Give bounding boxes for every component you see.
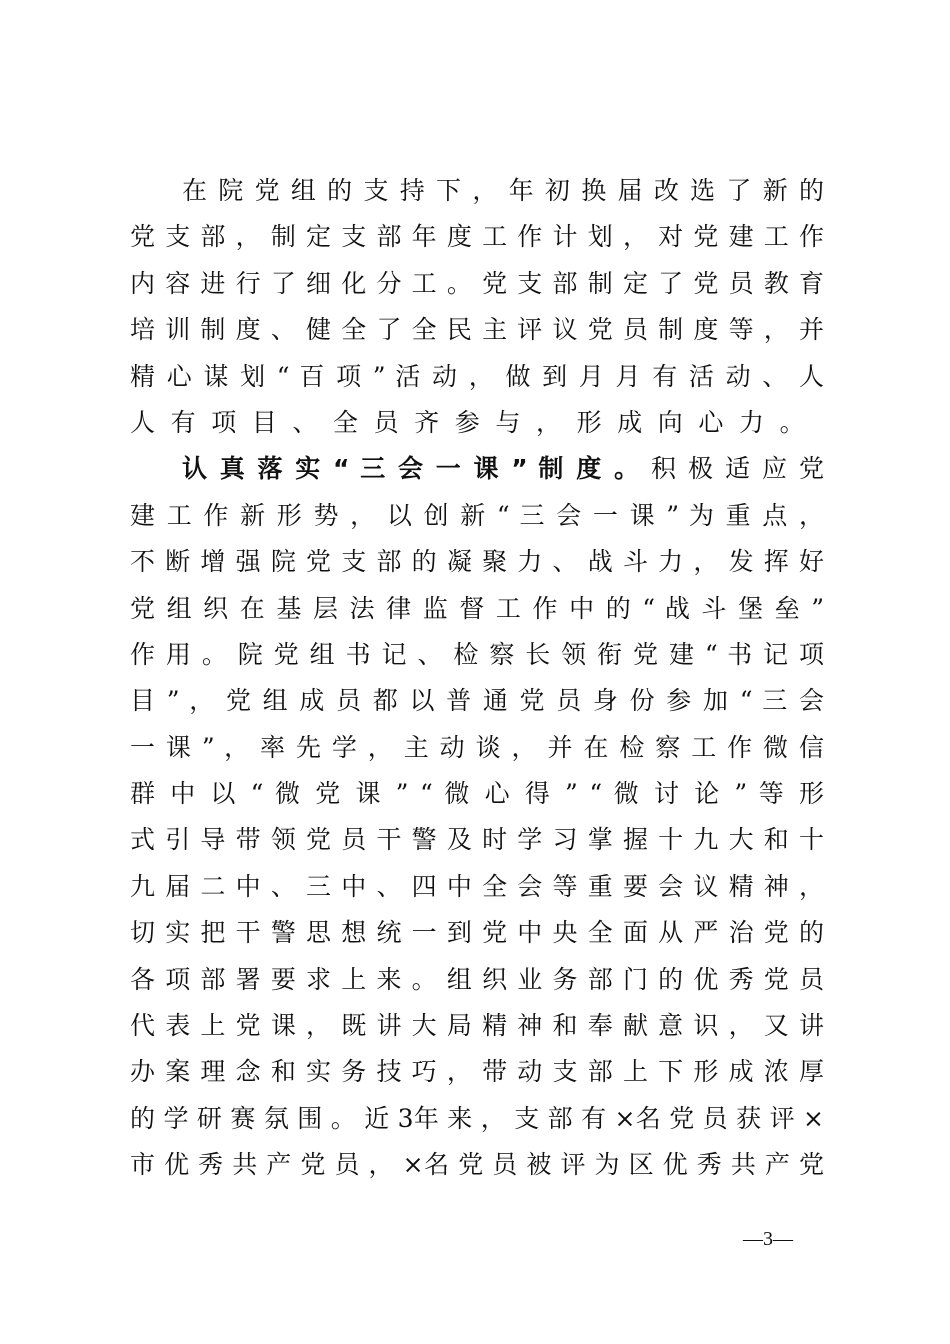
paragraph-2-line-4: 党 组 织 在 基 层 法 律 监 督 工 作 中 的 “ 战 斗 堡 垒 ”: [130, 593, 824, 623]
paragraph-2-first-line-rest: 积 极 适 应 党: [641, 454, 824, 484]
paragraph-2-line-11: 切 实 把 干 警 思 想 统 一 到 党 中 央 全 面 从 严 治 党 的: [130, 918, 824, 948]
paragraph-2-line-14: 办 案 理 念 和 实 务 技 巧 ， 带 动 支 部 上 下 形 成 浓 厚: [130, 1057, 824, 1087]
paragraph-2-line-9: 式 引 导 带 领 党 员 干 警 及 时 学 习 掌 握 十 九 大 和 十: [130, 825, 824, 855]
paragraph-2-line-2: 建 工 作 新 形 势 ， 以 创 新 “ 三 会 一 课 ” 为 重 点 ，: [130, 500, 824, 530]
page-number: —3—: [743, 1228, 793, 1250]
paragraph-2-line-6: 目 ” ， 党 组 成 员 都 以 普 通 党 员 身 份 参 加 “ 三 会: [130, 686, 824, 716]
paragraph-2-line-3: 不 断 增 强 院 党 支 部 的 凝 聚 力 、 战 斗 力 ， 发 挥 好: [130, 547, 824, 577]
paragraph-2-line-8: 群 中 以 “ 微 党 课 ” “ 微 心 得 ” “ 微 讨 论 ” 等 形: [130, 779, 824, 809]
paragraph-2-line-5: 作 用 。 院 党 组 书 记 、 检 察 长 领 衔 党 建 “ 书 记 项: [130, 639, 824, 669]
paragraph-2-line-13: 代 表 上 党 课 ， 既 讲 大 局 精 神 和 奉 献 意 识 ， 又 讲: [130, 1011, 824, 1041]
document-body: [130, 168, 824, 1189]
paragraph-1-line-1: 在 院 党 组 的 支 持 下 ， 年 初 换 届 改 选 了 新 的: [182, 176, 824, 205]
paragraph-1-line-5: 精 心 谋 划 “ 百 项 ” 活 动 ， 做 到 月 月 有 活 动 、 人: [130, 361, 824, 391]
paragraph-1-line-6: 人有项目、全员齐参与，形成向心力。: [130, 407, 821, 437]
paragraph-2-line-16: 市 优 秀 共 产 党 员 ， ×名 党 员 被 评 为 区 优 秀 共 产 党: [130, 1150, 824, 1180]
paragraph-2-line-10: 九 届 二 中 、 三 中 、 四 中 全 会 等 重 要 会 议 精 神 ，: [130, 871, 824, 901]
paragraph-1-line-4: 培 训 制 度 、 健 全 了 全 民 主 评 议 党 员 制 度 等 ， 并: [130, 315, 824, 345]
paragraph-1-line-2: 党 支 部 ， 制 定 支 部 年 度 工 作 计 划 ， 对 党 建 工 作: [130, 222, 824, 252]
paragraph-2-line-12: 各 项 部 署 要 求 上 来 。 组 织 业 务 部 门 的 优 秀 党 员: [130, 964, 824, 994]
paragraph-1-line-3: 内 容 进 行 了 细 化 分 工 。 党 支 部 制 定 了 党 员 教 育: [130, 268, 824, 298]
paragraph-2-line-1: [130, 446, 824, 492]
paragraph-2-line-7: 一 课 ” ， 率 先 学 ， 主 动 谈 ， 并 在 检 察 工 作 微 信: [130, 732, 824, 762]
paragraph-2-line-15: 的 学 研 赛 氛 围 。 近 3年 来 ， 支 部 有 ×名 党 员 获 评 ×: [130, 1103, 824, 1133]
paragraph-2-bold-heading: 认 真 落 实 “ 三 会 一 课 ” 制 度 。: [182, 454, 641, 484]
